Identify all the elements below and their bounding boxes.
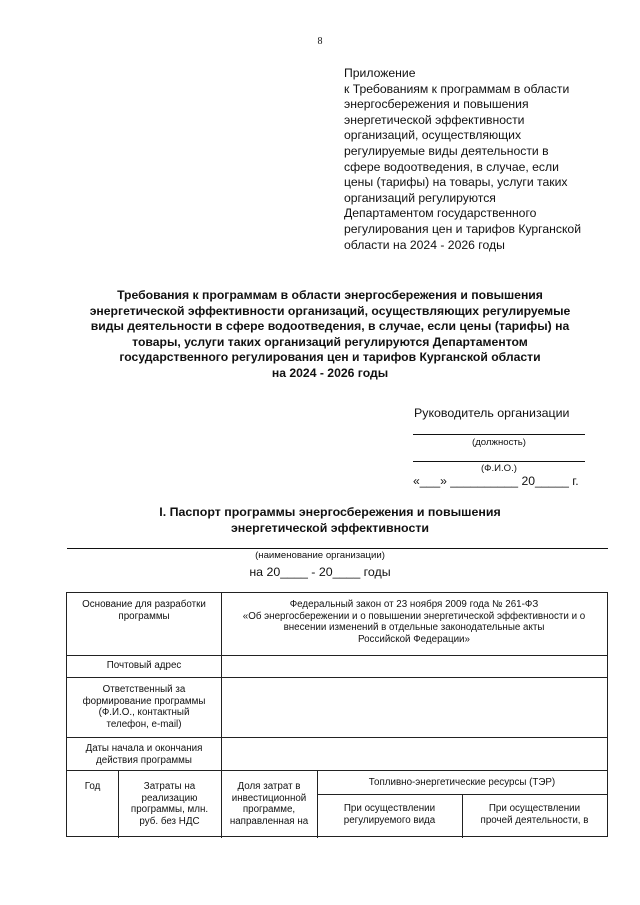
- appendix-line: энергосбережения и повышения: [344, 97, 529, 112]
- appendix-line: Департаментом государственного: [344, 206, 537, 221]
- fio-caption: (Ф.И.О.): [480, 463, 518, 474]
- costs-header: Затраты на реализацию программы, млн. руб. без НДС: [130, 781, 209, 827]
- year-header: Год: [84, 781, 101, 792]
- appendix-line: к Требованиям к программам в области: [344, 81, 570, 96]
- investment-share-header: Доля затрат в инвестиционной программе, направленная на: [229, 781, 309, 827]
- responsible-label: Ответственный за формирование программы (Ф.И.О., контактный телефон, e-mail): [82, 684, 206, 730]
- appendix-line: области на 2024 - 2026 годы: [344, 237, 505, 252]
- page-number: 8: [317, 36, 323, 47]
- ter-header: Топливно-энергетические ресурсы (ТЭР): [368, 777, 556, 788]
- appendix-line: Приложение: [344, 66, 416, 80]
- postal-address-label: Почтовый адрес: [106, 660, 182, 671]
- section-title-line: энергетической эффективности: [230, 520, 430, 535]
- appendix-line: энергетической эффективности: [344, 112, 525, 127]
- other-activity-header: При осуществлении прочей деятельности, в: [480, 803, 589, 826]
- appendix-line: организаций регулируются: [344, 190, 496, 205]
- regulated-activity-header: При осуществлении регулируемого вида: [343, 803, 436, 826]
- date-line: «___» __________ 20_____ г.: [413, 474, 579, 488]
- basis-value: Федеральный закон от 23 ноября 2009 года № 261-ФЗ «Об энергосбережении и о повышении энергетической эффективности и о внесении изменений в отдельные законодательные акты Российской Федерации»: [242, 599, 586, 645]
- appendix-line: регулируемые виды деятельности в: [344, 143, 549, 158]
- program-years: на 20____ - 20____ годы: [249, 565, 391, 579]
- appendix-note: [344, 66, 614, 253]
- appendix-line: регулирования цен и тарифов Курганской: [344, 221, 582, 236]
- position-caption: (должность): [472, 437, 526, 448]
- document-title: [60, 288, 600, 382]
- program-dates-label: Даты начала и окончания действия программы: [85, 743, 203, 766]
- title-line: энергетической эффективности организаций, осуществляющих регулируемые: [89, 303, 571, 318]
- appendix-line: сфере водоотведения, в случае, если: [344, 159, 559, 174]
- appendix-line: цены (тарифы) на товары, услуги таких: [344, 175, 568, 190]
- organization-caption: (наименование организации): [255, 550, 385, 561]
- fio-signature-line: [413, 461, 585, 462]
- position-signature-line: [413, 434, 585, 435]
- section-title: [60, 505, 600, 536]
- organization-name-line: [67, 548, 608, 549]
- title-line: государственного регулирования цен и тарифов Курганской области: [119, 350, 541, 365]
- section-title-line: I. Паспорт программы энергосбережения и повышения: [159, 505, 501, 519]
- title-line: товары, услуги таких организаций регулируются Департаментом: [132, 334, 528, 349]
- approval-head-label: Руководитель организации: [414, 406, 570, 420]
- title-line: Требования к программам в области энергосбережения и повышения: [117, 288, 543, 302]
- basis-label: Основание для разработки программы: [82, 599, 206, 622]
- title-line: на 2024 - 2026 годы: [271, 365, 389, 380]
- appendix-line: организаций, осуществляющих: [344, 128, 522, 143]
- passport-table: [66, 592, 608, 837]
- title-line: виды деятельности в сфере водоотведения, в случае, если цены (тарифы) на: [90, 319, 570, 334]
